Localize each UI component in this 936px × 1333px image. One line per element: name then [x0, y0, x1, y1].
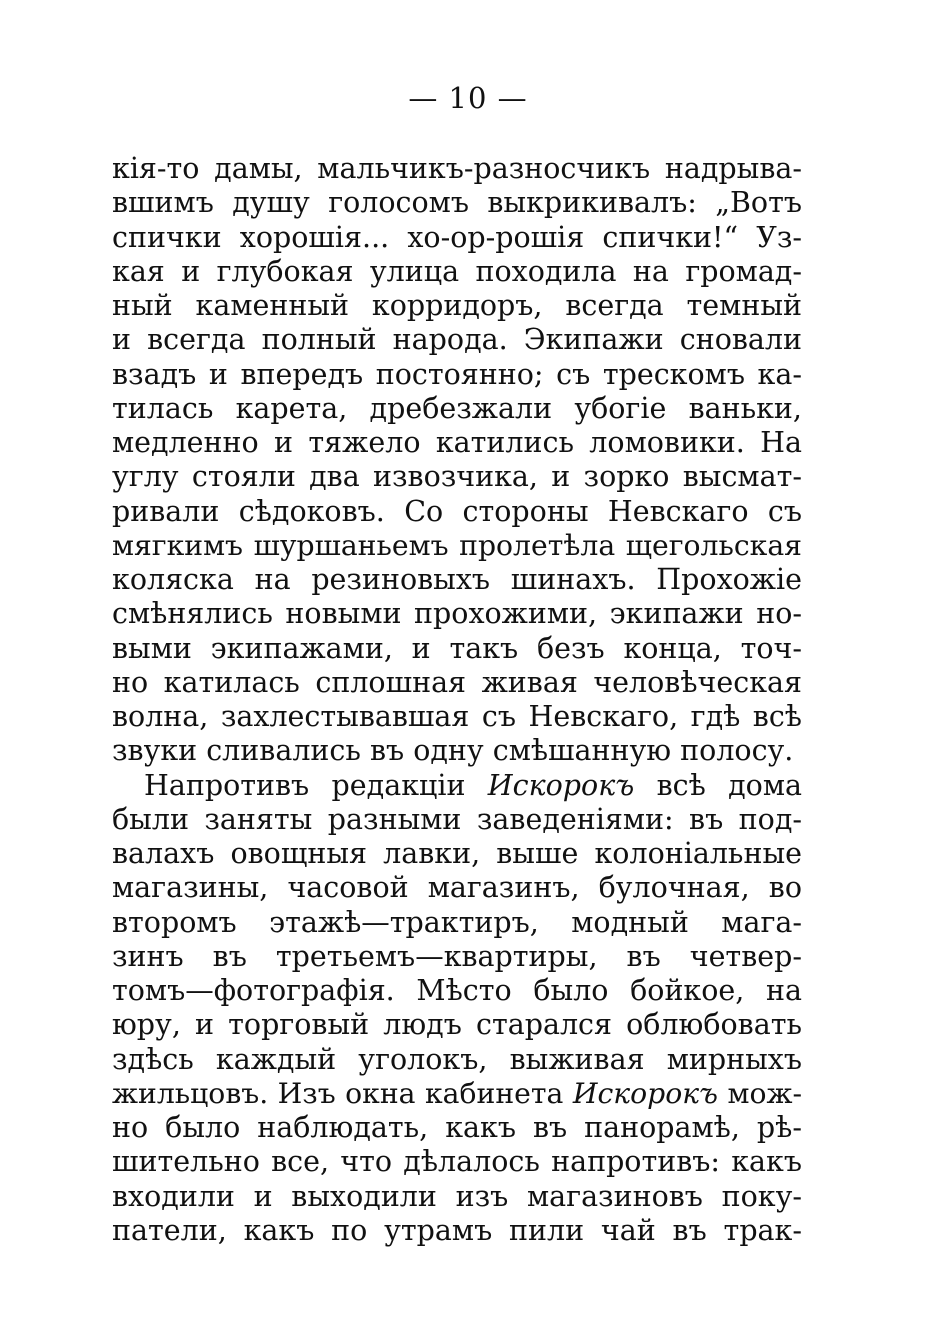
text-line: но было наблюдать, какъ въ панорамѣ, рѣ- [112, 1111, 802, 1144]
text-line: медленно и тяжело катились ломовики. На [112, 426, 802, 459]
text-line: выми экипажами, и такъ безъ конца, точ- [112, 631, 802, 665]
text-line: коляска на резиновыхъ шинахъ. Прохожіе [112, 563, 802, 596]
text-segment: жильцовъ. Изъ окна кабинета [112, 1076, 573, 1110]
paragraph-start-line [112, 769, 802, 803]
page-number: — 10 — [408, 81, 528, 115]
text-line-with-italic [112, 1077, 802, 1111]
text-line: кая и глубокая улица походила на громад- [112, 254, 802, 288]
text-line: второмъ этажѣ—трактиръ, модный мага- [112, 905, 802, 939]
text-line: смѣнялись новыми прохожими, экипажи но- [112, 597, 802, 631]
text-line: юру, и торговый людъ старался облюбовать [112, 1008, 802, 1042]
text-line: здѣсь каждый уголокъ, выживая мирныхъ [112, 1042, 802, 1076]
text-line: мягкимъ шуршаньемъ пролетѣла щегольская [112, 528, 802, 562]
text-line: взадъ и впередъ постоянно; съ трескомъ ка- [112, 357, 802, 391]
italic-title: Искорокъ [487, 768, 635, 802]
italic-title: Искорокъ [572, 1076, 718, 1110]
text-line: вшимъ душу голосомъ выкрикивалъ: „Вотъ [112, 186, 802, 220]
text-segment: всѣ дома [634, 768, 802, 802]
text-line: волна, захлестывавшая съ Невскаго, гдѣ всѣ [112, 700, 802, 733]
text-line: углу стояли два извозчика, и зорко высмат- [112, 460, 802, 494]
text-line: ривали сѣдоковъ. Со стороны Невскаго съ [112, 494, 802, 528]
text-line: входили и выходили изъ магазиновъ поку- [112, 1179, 802, 1213]
text-segment: Напротивъ редакціи [144, 768, 488, 802]
text-line: но катилась сплошная живая человѣческая [112, 665, 802, 699]
text-line: звуки сливались въ одну смѣшанную полосу. [112, 734, 794, 768]
text-line: зинъ въ третьемъ—квартиры, въ четвер- [112, 939, 802, 973]
text-line: томъ—фотографія. Мѣсто было бойкое, на [112, 974, 802, 1007]
body-text [112, 152, 802, 1248]
text-line: и всегда полный народа. Экипажи сновали [112, 323, 802, 357]
text-line: тилась карета, дребезжали убогіе ваньки, [112, 391, 802, 425]
text-line: шительно все, что дѣлалось напротивъ: какъ [112, 1145, 802, 1179]
text-line: спички хорошія... хо-ор-рошія спички!“ Уз- [112, 220, 802, 254]
text-line: валахъ овощныя лавки, выше колоніальные [112, 837, 802, 870]
text-line: патели, какъ по утрамъ пили чай въ трак- [112, 1213, 802, 1247]
text-line: ный каменный корридоръ, всегда темный [112, 289, 802, 322]
text-line: кія-то дамы, мальчикъ-разносчикъ надрыва- [112, 152, 802, 185]
text-line: магазины, часовой магазинъ, булочная, во [112, 871, 802, 905]
text-line: были заняты разными заведеніями: въ под- [112, 802, 802, 836]
text-segment: мож- [717, 1076, 802, 1110]
